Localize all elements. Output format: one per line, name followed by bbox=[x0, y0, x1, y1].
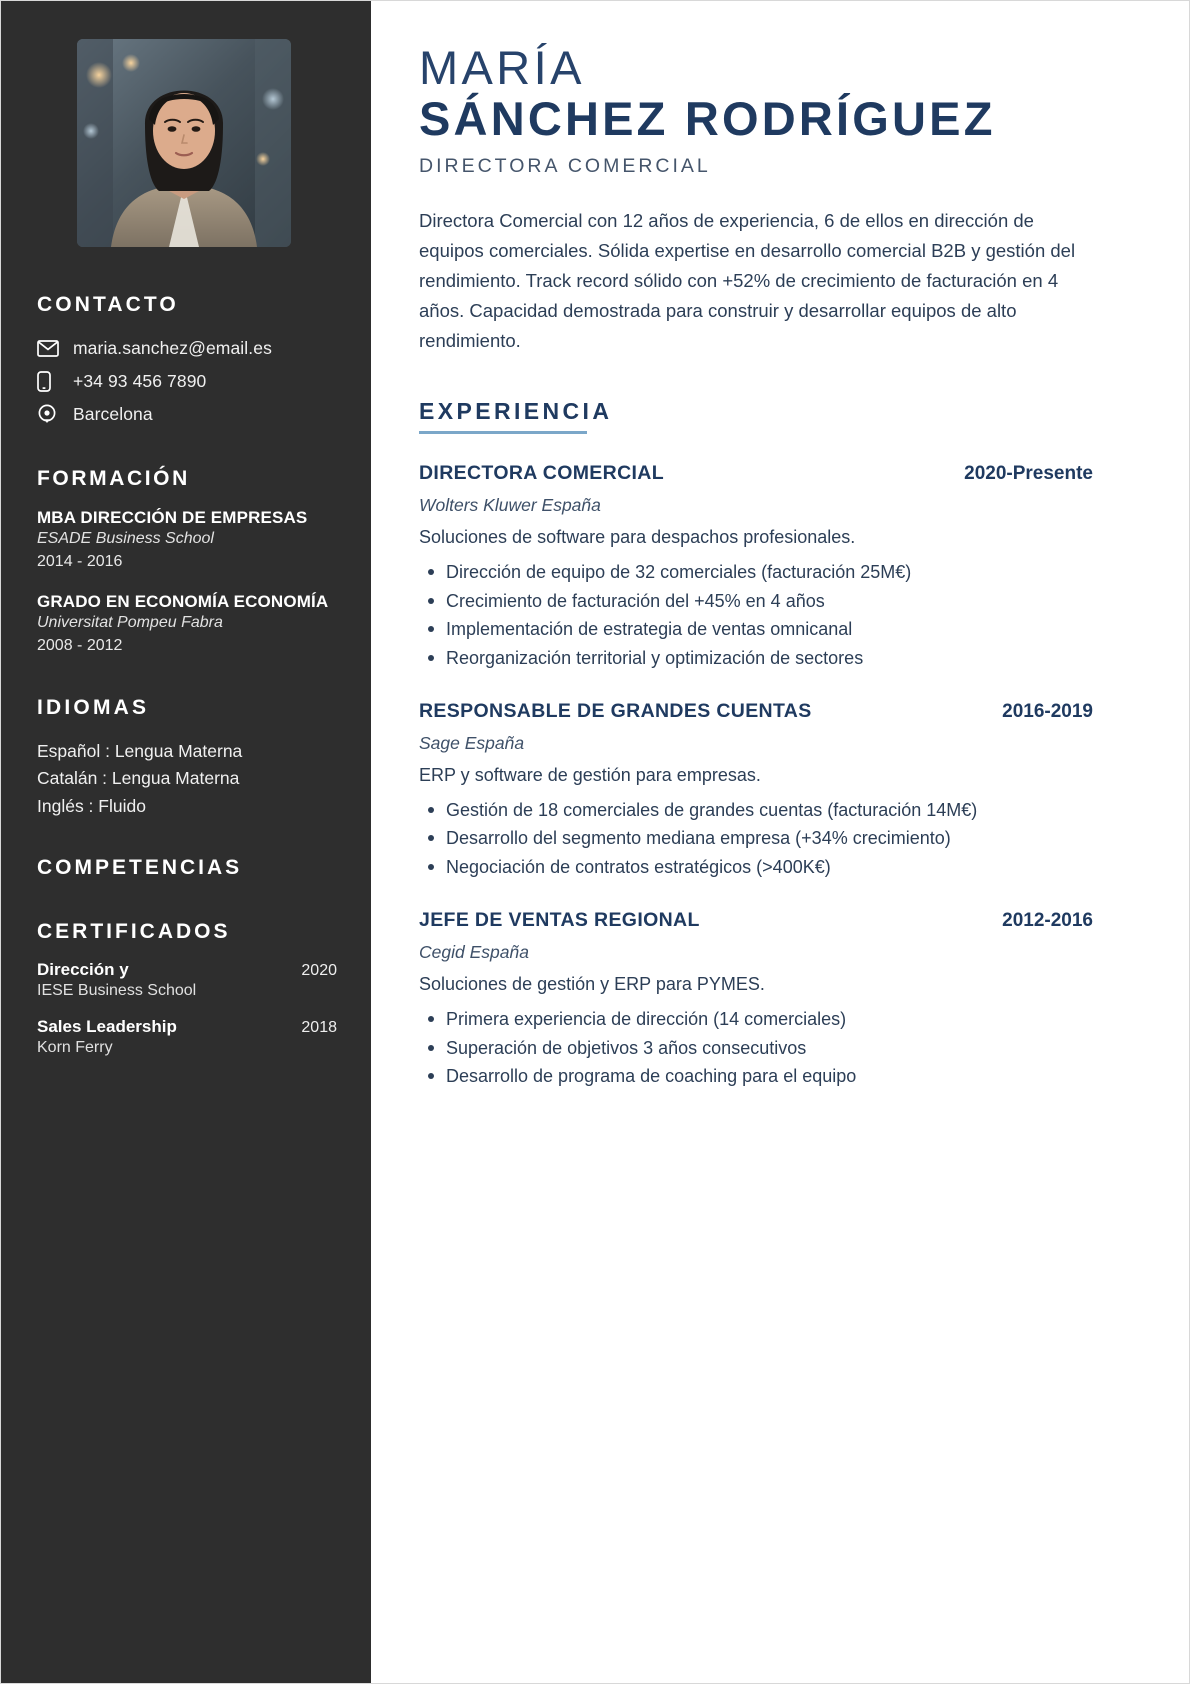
certificate-year: 2018 bbox=[301, 1018, 337, 1036]
experience-company: Wolters Kluwer España bbox=[419, 495, 601, 516]
certificate-year: 2020 bbox=[301, 961, 337, 979]
contact-phone-row[interactable] bbox=[37, 370, 337, 392]
experience-heading: EXPERIENCIA bbox=[419, 398, 612, 434]
experience-job-title: RESPONSABLE DE GRANDES CUENTAS bbox=[419, 700, 812, 723]
sidebar bbox=[1, 1, 371, 1683]
experience-job-dates: 2012-2016 bbox=[1002, 910, 1093, 932]
experience-bullet-list bbox=[419, 558, 1093, 672]
language-item: Inglés : Fluido bbox=[37, 795, 146, 816]
contact-location-row[interactable] bbox=[37, 403, 337, 425]
education-years: 2008 - 2012 bbox=[37, 636, 123, 654]
education-degree: GRADO EN ECONOMÍA ECONOMÍA bbox=[37, 591, 329, 611]
experience-section bbox=[419, 398, 1093, 434]
experience-bullet: Crecimiento de facturación del +45% en 4 años bbox=[419, 587, 1093, 615]
experience-job-dates: 2020-Presente bbox=[964, 463, 1093, 485]
experience-company: Cegid España bbox=[419, 942, 529, 963]
experience-description: ERP y software de gestión para empresas. bbox=[419, 765, 761, 786]
experience-job-title: JEFE DE VENTAS REGIONAL bbox=[419, 909, 700, 932]
contact-heading: CONTACTO bbox=[37, 293, 179, 316]
experience-bullet: Negociación de contratos estratégicos (>400K€) bbox=[419, 853, 1093, 881]
professional-summary: Directora Comercial con 12 años de experiencia, 6 de ellos en dirección de equipos comerciales. Sólida expertise en desarrollo comercial B2B y gestión del rendimiento. Track record sólido con +52% de crecimiento de facturación en 4 años. Capacidad demostrada para construir y desarrollar equipos de alto rendimiento. bbox=[419, 210, 1076, 352]
certificate-item bbox=[37, 960, 337, 1000]
contact-email-row[interactable] bbox=[37, 337, 337, 359]
experience-bullet: Desarrollo del segmento mediana empresa (+34% crecimiento) bbox=[419, 824, 1093, 852]
location-pin-icon bbox=[37, 404, 61, 424]
experience-bullet: Superación de objetivos 3 años consecutivos bbox=[419, 1034, 1093, 1062]
language-item: Español : Lengua Materna bbox=[37, 741, 243, 762]
contact-email-text: maria.sanchez@email.es bbox=[73, 337, 272, 358]
experience-job-title: DIRECTORA COMERCIAL bbox=[419, 462, 664, 485]
education-list bbox=[37, 507, 337, 656]
language-item: Catalán : Lengua Materna bbox=[37, 768, 240, 789]
certificate-name: Sales Leadership bbox=[37, 1016, 177, 1036]
contact-list bbox=[37, 337, 337, 425]
envelope-icon bbox=[37, 340, 61, 357]
education-school: Universitat Pompeu Fabra bbox=[37, 613, 223, 631]
languages-list bbox=[37, 738, 337, 819]
experience-bullet: Reorganización territorial y optimización de sectores bbox=[419, 644, 1093, 672]
experience-description: Soluciones de gestión y ERP para PYMES. bbox=[419, 974, 765, 995]
experience-bullet: Implementación de estrategia de ventas omnicanal bbox=[419, 615, 1093, 643]
certificates-list bbox=[37, 960, 337, 1057]
education-school: ESADE Business School bbox=[37, 530, 214, 548]
experience-bullet-list bbox=[419, 1005, 1093, 1090]
contact-location-text: Barcelona bbox=[73, 403, 153, 424]
education-years: 2014 - 2016 bbox=[37, 553, 123, 571]
first-name: MARÍA bbox=[419, 41, 585, 94]
experience-item bbox=[419, 909, 1093, 1090]
contact-phone-text: +34 93 456 7890 bbox=[73, 370, 207, 391]
experience-item bbox=[419, 462, 1093, 672]
languages-heading: IDIOMAS bbox=[37, 696, 150, 720]
education-item bbox=[37, 507, 337, 573]
job-title-subtitle: DIRECTORA COMERCIAL bbox=[419, 155, 711, 178]
main-content bbox=[371, 1, 1189, 1683]
experience-item bbox=[419, 700, 1093, 881]
experience-bullet: Desarrollo de programa de coaching para el equipo bbox=[419, 1062, 1093, 1090]
certificate-org: Korn Ferry bbox=[37, 1038, 113, 1056]
certificate-name: Dirección y bbox=[37, 959, 129, 979]
skills-heading: COMPETENCIAS bbox=[37, 855, 243, 879]
experience-company: Sage España bbox=[419, 733, 525, 754]
profile-photo bbox=[77, 39, 291, 247]
certificates-heading: CERTIFICADOS bbox=[37, 919, 231, 943]
experience-bullet: Gestión de 18 comerciales de grandes cuentas (facturación 14M€) bbox=[419, 796, 1093, 824]
last-name: SÁNCHEZ RODRÍGUEZ bbox=[419, 91, 996, 145]
experience-bullet: Primera experiencia de dirección (14 comerciales) bbox=[419, 1005, 1093, 1033]
experience-job-dates: 2016-2019 bbox=[1002, 701, 1093, 723]
phone-icon bbox=[37, 371, 61, 392]
education-heading: FORMACIÓN bbox=[37, 467, 190, 490]
education-degree: MBA DIRECCIÓN DE EMPRESAS bbox=[37, 508, 308, 527]
experience-bullet-list bbox=[419, 796, 1093, 881]
experience-bullet: Dirección de equipo de 32 comerciales (facturación 25M€) bbox=[419, 558, 1093, 586]
education-item bbox=[37, 591, 337, 657]
experience-description: Soluciones de software para despachos profesionales. bbox=[419, 527, 856, 548]
certificate-org: IESE Business School bbox=[37, 981, 197, 999]
profile-photo-illustration bbox=[77, 39, 291, 247]
certificate-item bbox=[37, 1017, 337, 1057]
